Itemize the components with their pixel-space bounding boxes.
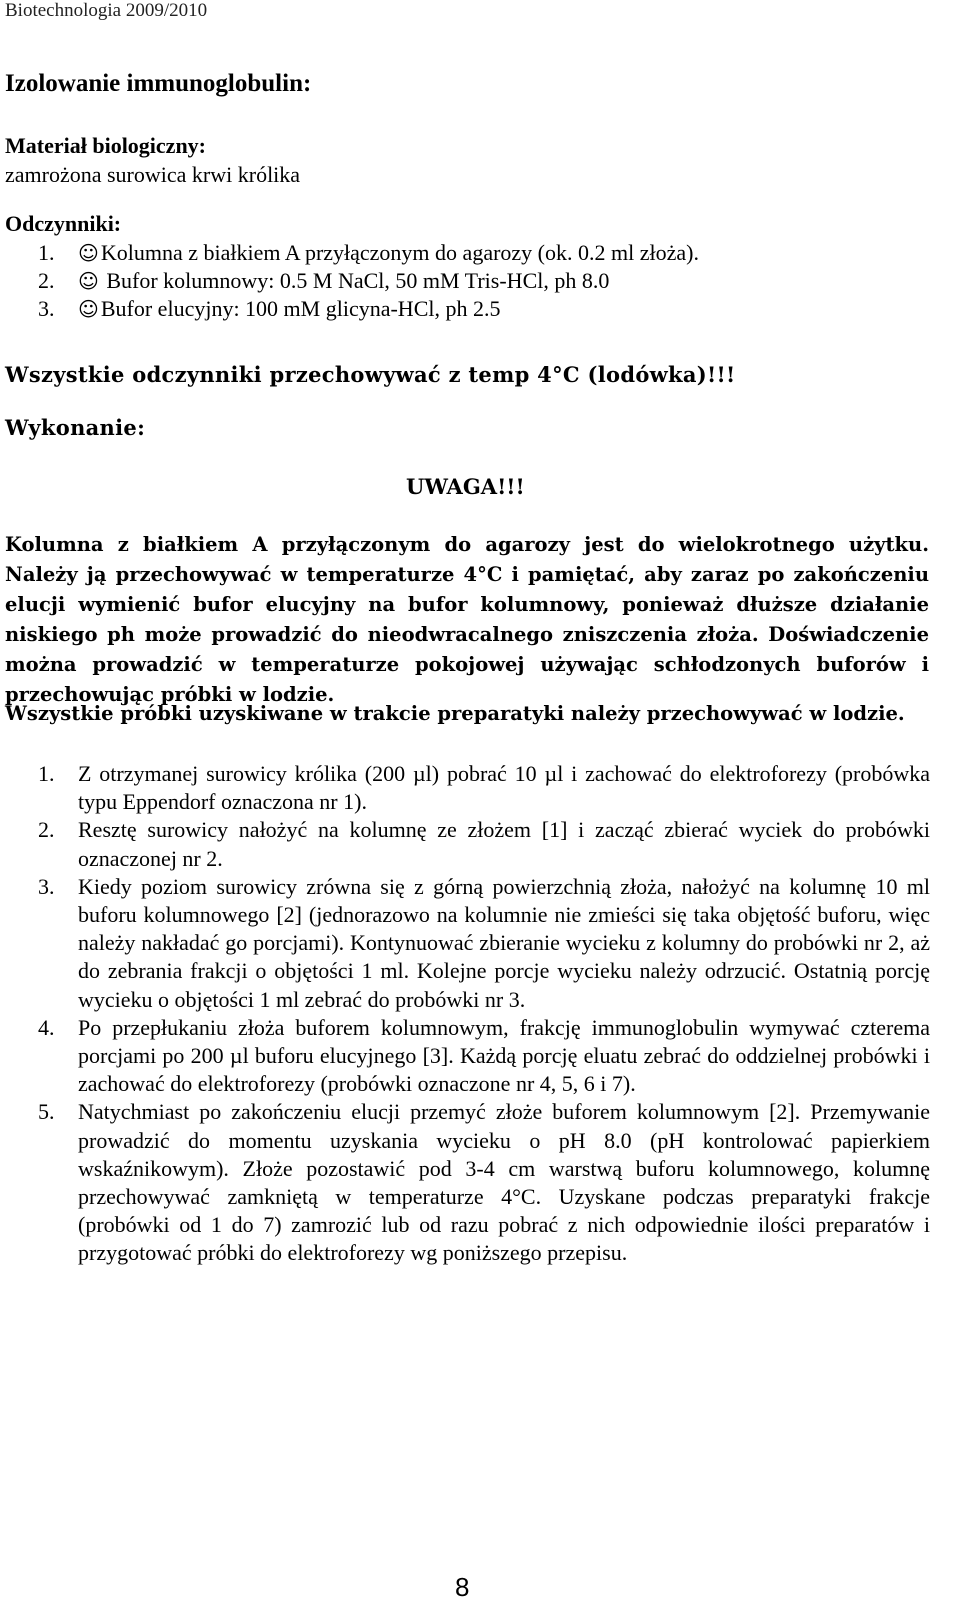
reagent-number: 2. <box>38 268 55 293</box>
step-text: Kiedy poziom surowicy zrówna się z górną powierzchnią złoża, nałożyć na kolumnę 10 ml buforu kolumnowego [2] (jednorazowo na kolumnie nie zmieści się taka objętość buforu, więc należy nakładać go porcjami). Kontynuować zbieranie wycieku z kolumny do probówki nr 2, aż do zebrania frakcji o objętości 1 ml. Kolejne porcje wycieku należy odrzucić. Ostatnią porcję wycieku o objętości 1 ml zebrać do probówki nr 3. <box>78 873 930 1012</box>
smiley-icon: ☺ <box>78 269 99 293</box>
material-heading: Materiał biologiczny: <box>5 133 207 158</box>
page-number: 8 <box>455 1572 470 1602</box>
page-title: Izolowanie immunoglobulin: <box>5 70 312 97</box>
step-item <box>38 873 930 1014</box>
reagent-item <box>38 295 699 323</box>
reagent-item <box>38 239 699 267</box>
reagent-text: Kolumna z białkiem A przyłączonym do agarozy (ok. 0.2 ml złoża). <box>100 240 699 265</box>
step-text: Resztę surowicy nałożyć na kolumnę ze złożem [1] i zacząć zbierać wyciek do probówki oznaczonej nr 2. <box>78 817 930 871</box>
step-text: Po przepłukaniu złoża buforem kolumnowym, frakcję immunoglobulin wymywać czterema porcjami po 200 µl buforu elucyjnego [3]. Każdą porcję eluatu zebrać do oddzielnej probówki i zachować do elektroforezy (probówki oznaczone nr 4, 5, 6 i 7). <box>78 1014 930 1097</box>
reagent-text: Bufor elucyjny: 100 mM glicyna-HCl, ph 2.5 <box>100 296 501 321</box>
warning-text: Kolumna z białkiem A przyłączonym do agarozy jest do wielokrotnego użytku. Należy ją przechowywać w temperaturze 4°C i pamiętać, aby zaraz po zakończeniu elucji wymienić bufor elucyjny na bufor kolumnowy, ponieważ dłuższe działanie niskiego ph może prowadzić do nieodwracalnego zniszczenia złoża. Doświadczenie można prowadzić w temperaturze pokojowej używając schłodzonych buforów i przechowując próbki w lodzie. <box>5 533 929 706</box>
step-number: 5. <box>38 1099 55 1125</box>
step-item <box>38 1014 930 1099</box>
step-number: 1. <box>38 761 55 786</box>
step-number: 2. <box>38 817 55 843</box>
material-text: zamrożona surowica krwi królika <box>5 162 301 187</box>
reagents-heading: Odczynniki: <box>5 211 122 236</box>
warning-text-2: Wszystkie próbki uzyskiwane w trakcie preparatyki należy przechowywać w lodzie. <box>5 702 905 725</box>
step-item <box>38 760 930 816</box>
storage-note: Wszystkie odczynniki przechowywać z temp 4°C (lodówka)!!! <box>5 362 736 387</box>
step-item <box>38 1098 930 1267</box>
step-text: Natychmiast po zakończeniu elucji przemyć złoże buforem kolumnowym [2]. Przemywanie prowadzić do momentu uzyskania wycieku o pH 8.0 (pH kontrolować papierkiem wskaźnikowym). Złoże pozostawić pod 3-4 cm warstwą buforu kolumnowego, kolumnę przechowywać zamkniętą w temperaturze 4°C. Uzyskane podczas preparatyki frakcje (probówki od 1 do 7) zamrozić lub od razu pobrać z nich odpowiednie ilości preparatów i przygotować próbki do elektroforezy wg poniższego przepisu. <box>78 1099 930 1266</box>
reagent-number: 1. <box>38 240 55 265</box>
step-number: 4. <box>38 1014 55 1040</box>
reagents-list <box>38 239 699 323</box>
running-header: Biotechnologia 2009/2010 <box>5 0 208 21</box>
reagent-text: Bufor kolumnowy: 0.5 M NaCl, 50 mM Tris-HCl, ph 8.0 <box>100 268 610 293</box>
procedure-steps <box>38 760 930 1268</box>
reagent-item <box>38 267 699 295</box>
step-item <box>38 816 930 872</box>
execution-heading: Wykonanie: <box>5 415 146 440</box>
step-text: Z otrzymanej surowicy królika (200 µl) pobrać 10 µl i zachować do elektroforezy (probówka typu Eppendorf oznaczona nr 1). <box>78 761 930 815</box>
step-number: 3. <box>38 873 55 899</box>
smiley-icon: ☺ <box>78 297 99 321</box>
reagent-number: 3. <box>38 296 55 321</box>
smiley-icon: ☺ <box>78 241 99 265</box>
warning-heading: UWAGA!!! <box>406 474 525 499</box>
